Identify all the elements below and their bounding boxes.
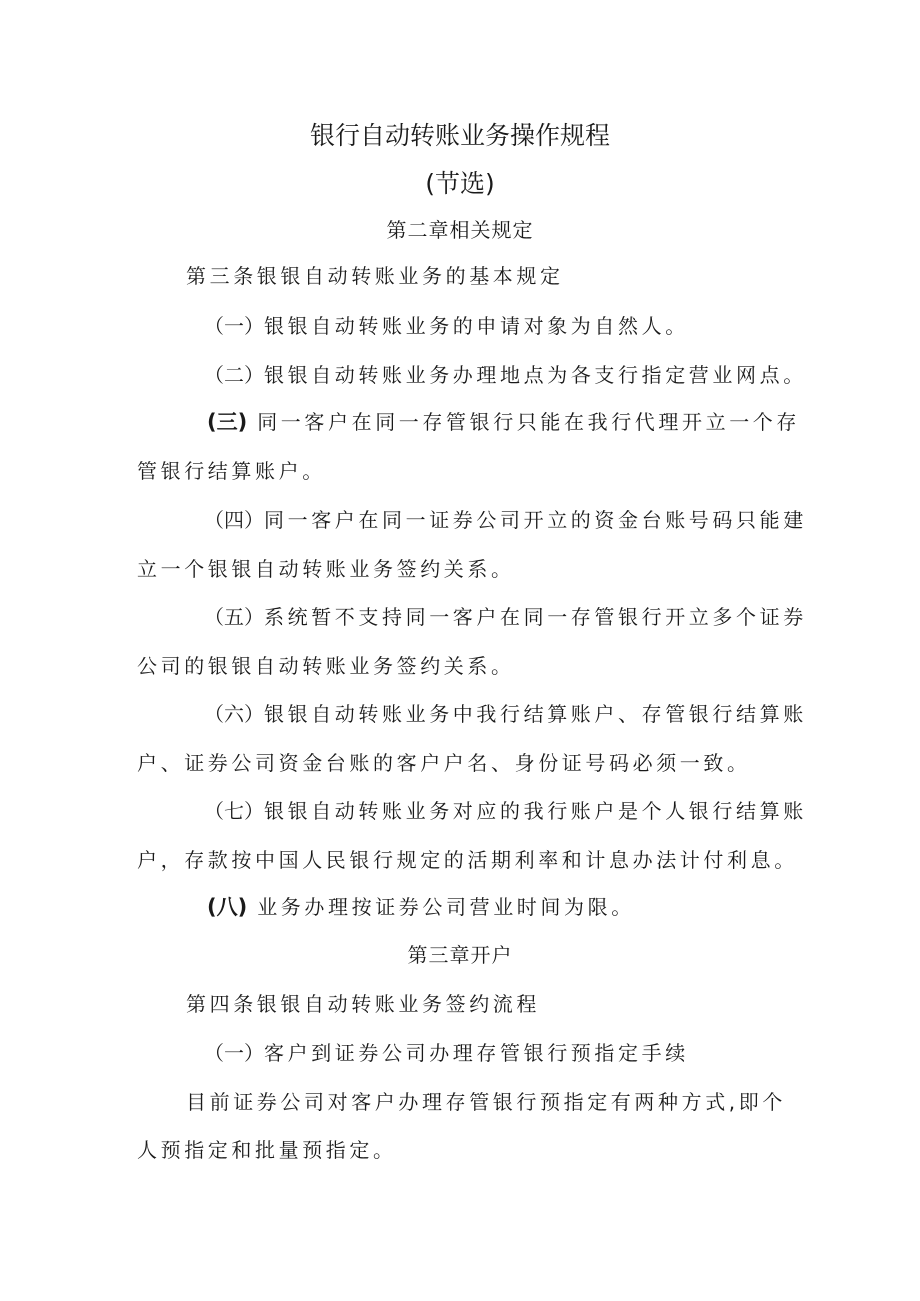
article-4-paragraph-continued: 人预指定和批量预指定。 — [137, 1138, 397, 1162]
article-4-paragraph: 目前证券公司对客户办理存管银行预指定有两种方式,即个 — [186, 1090, 786, 1114]
article-3-item-1 — [204, 313, 689, 339]
item-label: （一） — [204, 1041, 264, 1065]
item-text: 银银自动转账业务的申请对象为自然人。 — [264, 314, 689, 338]
item-text: 业务办理按证券公司营业时间为限。 — [257, 895, 635, 919]
article-3-item-6 — [204, 701, 807, 727]
item-text: 客户到证券公司办理存管银行预指定手续 — [264, 1041, 689, 1065]
document-subtitle: (节选) — [425, 169, 495, 198]
article-3-item-5 — [204, 604, 807, 630]
article-3-item-4 — [204, 507, 807, 533]
item-text: 银银自动转账业务办理地点为各支行指定营业网点。 — [264, 363, 807, 387]
article-4-heading: 第四条银银自动转账业务签约流程 — [186, 992, 540, 1016]
item-label: (八) — [207, 895, 248, 919]
article-3-item-3-continued: 管银行结算账户。 — [137, 459, 326, 483]
item-label: （五） — [204, 605, 264, 629]
item-text: 同一客户在同一证券公司开立的资金台账号码只能建 — [264, 508, 807, 532]
chapter-2-heading: 第二章相关规定 — [386, 218, 534, 242]
article-3-item-7-continued: 户，存款按中国人民银行规定的活期利率和计息办法计付利息。 — [137, 848, 798, 872]
item-text: 银银自动转账业务对应的我行账户是个人银行结算账 — [264, 799, 807, 823]
article-3-item-4-continued: 立一个银银自动转账业务签约关系。 — [137, 557, 515, 581]
item-text: 银银自动转账业务中我行结算账户、存管银行结算账 — [264, 702, 807, 726]
document-title: 银行自动转账业务操作规程 — [309, 121, 610, 150]
article-3-heading: 第三条银银自动转账业务的基本规定 — [186, 264, 564, 288]
article-3-item-2 — [204, 362, 807, 388]
article-3-item-8 — [207, 894, 635, 920]
item-label: （六） — [204, 702, 264, 726]
article-4-item-1 — [204, 1040, 689, 1066]
item-label: （七） — [204, 799, 264, 823]
article-3-item-5-continued: 公司的银银自动转账业务签约关系。 — [137, 654, 515, 678]
item-label: （四） — [204, 508, 264, 532]
article-3-item-7 — [204, 798, 807, 824]
item-label: (三) — [207, 410, 248, 434]
item-label: （二） — [204, 363, 264, 387]
item-text: 系统暂不支持同一客户在同一存管银行开立多个证券 — [264, 605, 807, 629]
chapter-3-heading: 第三章开户 — [407, 943, 513, 967]
article-3-item-3 — [207, 409, 800, 435]
article-3-item-6-continued: 户、证券公司资金台账的客户户名、身份证号码必须一致。 — [137, 751, 751, 775]
item-text: 同一客户在同一存管银行只能在我行代理开立一个存 — [257, 410, 801, 434]
item-label: （一） — [204, 314, 264, 338]
